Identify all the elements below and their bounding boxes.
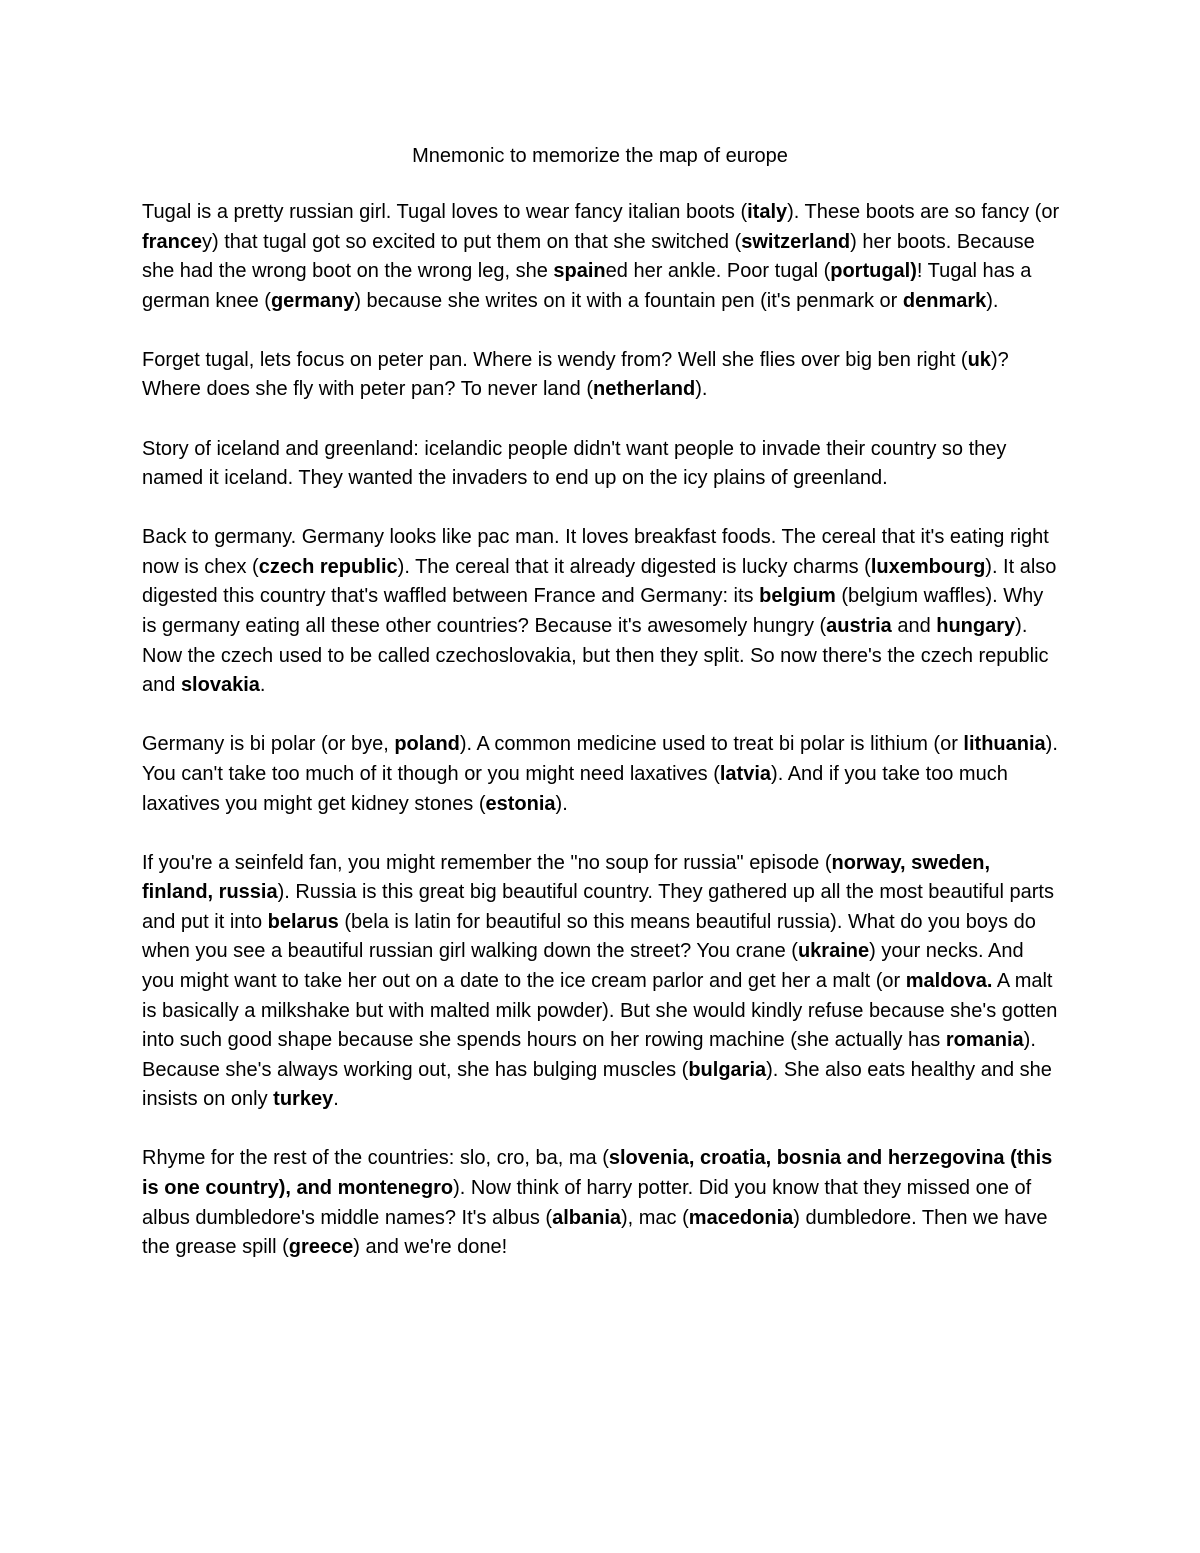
paragraph [142, 435, 1060, 494]
text-run: ). These boots are so fancy (or [787, 201, 1060, 223]
country-keyword: netherland [593, 378, 696, 401]
text-run: Germany is bi polar (or bye, [142, 733, 395, 756]
country-keyword: hungary [936, 615, 1016, 638]
text-run: Rhyme for the rest of the countries: slo, cro, ba, ma ( [142, 1147, 609, 1170]
country-keyword: norway, sweden, finland, russia [142, 851, 991, 904]
text-run: . [333, 1088, 339, 1111]
text-run: A malt is basically a milkshake but with malted milk powder). But she would kindly refuse because she's gotten into such good shape because she spends hours on her rowing machine (she actually has [142, 969, 1058, 1052]
country-keyword: estonia [485, 792, 556, 815]
country-keyword: lithuania [963, 733, 1046, 756]
country-keyword: switzerland [741, 230, 851, 253]
country-keyword: belarus [267, 910, 339, 933]
paragraph [142, 730, 1060, 819]
country-keyword: maldova. [905, 969, 993, 992]
text-run: ) her boots. Because she had the wrong boot on the wrong leg, she [142, 230, 1035, 283]
country-keyword: austria [826, 615, 892, 638]
text-run: ! Tugal has a german knee ( [142, 260, 1032, 312]
paragraph [142, 849, 1060, 1115]
text-run: ) dumbledore. Then we have the grease spill ( [142, 1206, 1048, 1259]
country-keyword: slovenia, croatia, bosnia and herzegovina (this is one country), and montenegro [142, 1147, 1053, 1200]
paragraph [142, 523, 1060, 701]
country-keyword: latvia [719, 762, 772, 785]
text-run: ). The cereal that it already digested is lucky charms ( [397, 555, 871, 578]
text-run: ) your necks. And you might want to take her out on a date to the ice cream parlor and get her a malt (or [142, 940, 1024, 992]
text-run: ). A common medicine used to treat bi polar is lithium (or [459, 733, 964, 756]
text-run: If you're a seinfeld fan, you might remember the "no soup for russia" episode ( [142, 851, 832, 874]
country-keyword: greece [288, 1236, 354, 1259]
text-run: Tugal is a pretty russian girl. Tugal loves to wear fancy italian boots ( [142, 201, 748, 223]
country-keyword: france [142, 230, 203, 253]
country-keyword: turkey [273, 1088, 334, 1111]
document-title: Mnemonic to memorize the map of europe [412, 145, 788, 167]
paragraph [142, 198, 1060, 316]
country-keyword: belgium [759, 585, 836, 608]
text-run: ). Now the czech used to be called czechoslovakia, but then they split. So now there's the czech republic and [142, 615, 1049, 697]
document-body [142, 198, 1060, 1292]
country-keyword: poland [394, 733, 460, 756]
text-run: y) that tugal got so excited to put them on that she switched ( [202, 230, 742, 253]
country-keyword: italy [747, 201, 788, 223]
text-run: (bela is latin for beautiful so this means beautiful russia). What do you boys do when you see a beautiful russian girl walking down the street? You crane ( [142, 910, 1036, 963]
country-keyword: slovakia [180, 674, 260, 697]
country-keyword: czech republic [258, 555, 398, 578]
text-run: and [891, 615, 937, 638]
country-keyword: spain [553, 260, 606, 283]
text-run: ) and we're done! [353, 1236, 508, 1259]
country-keyword: luxembourg [870, 555, 986, 578]
text-run: . [259, 674, 266, 697]
country-keyword: macedonia [688, 1206, 794, 1229]
text-run: ). And if you take too much laxatives you might get kidney stones ( [142, 762, 1008, 815]
text-run: ). Now think of harry potter. Did you know that they missed one of albus dumbledore's middle names? It's albus ( [142, 1177, 1032, 1229]
text-run: ). You can't take too much of it though or you might need laxatives ( [142, 733, 1058, 785]
country-keyword: albania [552, 1206, 621, 1229]
text-run: ). [986, 289, 999, 312]
paragraph [142, 346, 1060, 405]
country-keyword: uk [967, 348, 991, 371]
text-run: ). It also digested this country that's waffled between France and Germany: its [142, 555, 1057, 608]
country-keyword: romania [945, 1029, 1024, 1052]
paragraph [142, 1144, 1060, 1262]
country-keyword: ukraine [797, 940, 870, 963]
text-run: )? Where does she fly with peter pan? To never land ( [142, 348, 1009, 401]
text-run: ), mac ( [621, 1206, 689, 1229]
text-run: ). [555, 792, 568, 815]
text-run: ) because she writes on it with a fountain pen (it's penmark or [354, 289, 903, 312]
text-run: (belgium waffles). Why is germany eating all these other countries? Because it's awesomely hungry ( [142, 585, 1044, 638]
text-run: Forget tugal, lets focus on peter pan. Where is wendy from? Well she flies over big ben right ( [142, 348, 968, 371]
text-run: ). [695, 378, 708, 401]
text-run: ). Russia is this great big beautiful country. They gathered up all the most beautiful parts and put it into [142, 881, 1054, 933]
text-run: ). She also eats healthy and she insists on only [142, 1058, 1052, 1111]
text-run: ). Because she's always working out, she has bulging muscles ( [142, 1029, 1036, 1081]
country-keyword: denmark [902, 289, 987, 312]
country-keyword: germany [270, 289, 355, 312]
text-run: ed her ankle. Poor tugal ( [605, 260, 831, 283]
country-keyword: portugal) [830, 260, 917, 283]
text-run: Story of iceland and greenland: icelandic people didn't want people to invade their country so they named it iceland. They wanted the invaders to end up on the icy plains of greenland. [142, 437, 1007, 490]
text-run: Back to germany. Germany looks like pac man. It loves breakfast foods. The cereal that it's eating right now is chex ( [142, 526, 1049, 578]
country-keyword: bulgaria [688, 1058, 767, 1081]
